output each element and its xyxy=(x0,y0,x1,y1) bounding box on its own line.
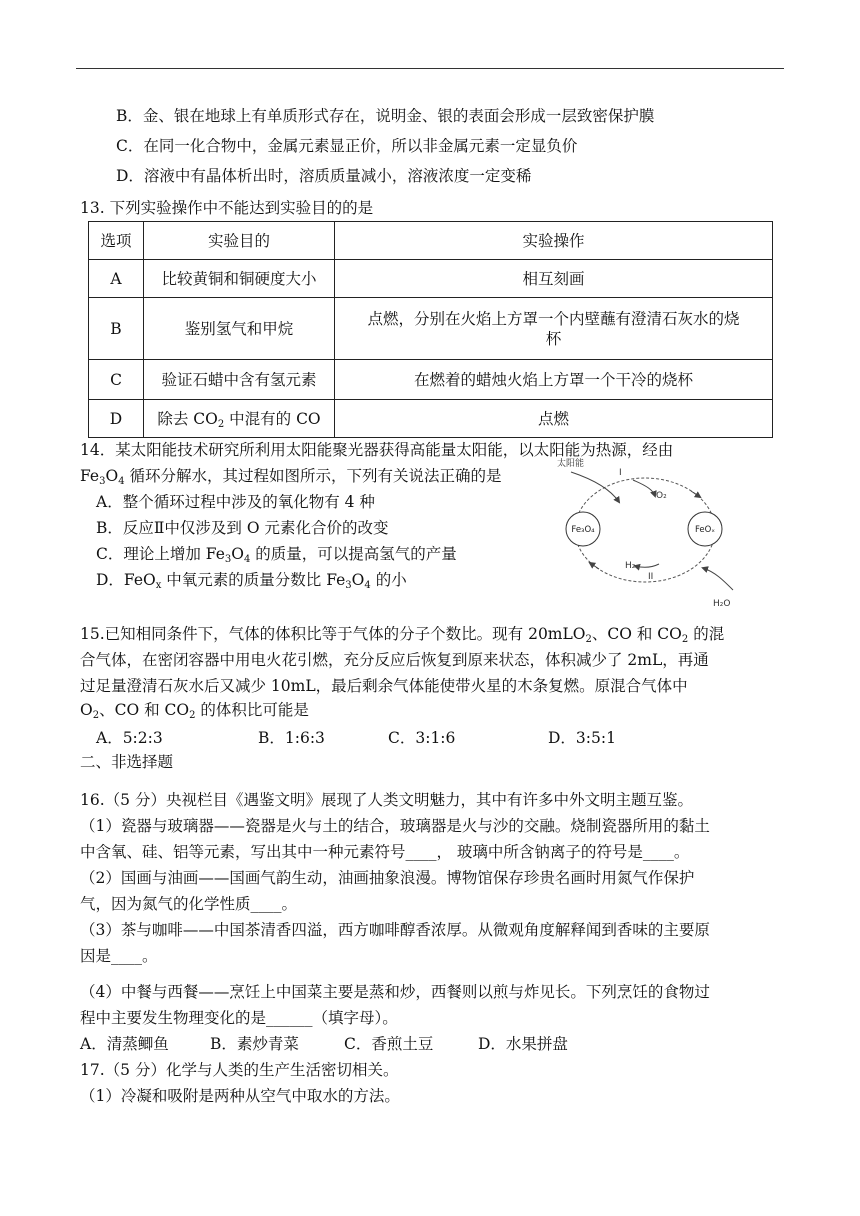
subscript: 2 xyxy=(189,710,196,721)
subscript: 4 xyxy=(364,580,371,591)
fe3o4-label: Fe₃O₄ xyxy=(571,525,595,535)
table-row xyxy=(89,260,773,298)
text-run: 中混有的 CO xyxy=(224,409,321,428)
q14-option-b: B．反应Ⅱ中仅涉及到 O 元素化合价的改变 xyxy=(96,519,389,537)
h2-arrow xyxy=(635,564,659,567)
text-run: 、CO 和 CO xyxy=(591,625,682,643)
text-run: 的质量，可以提高氢气的产量 xyxy=(250,545,457,563)
q15-line4 xyxy=(80,700,309,720)
q16-part2-line1: （2）国画与油画——国画气韵生动，油画抽象浪漫。博物馆保存珍贵名画时用氮气作保护 xyxy=(80,869,695,887)
q15-line1 xyxy=(80,624,724,644)
cell-option: D xyxy=(89,400,144,438)
cell-operation: 点燃 xyxy=(335,400,773,438)
subscript: 3 xyxy=(99,476,106,487)
subscript: 4 xyxy=(243,554,251,565)
q16-option-a: A．清蒸鲫鱼 xyxy=(80,1035,169,1053)
h2-label: H₂ xyxy=(625,561,636,571)
subscript: x xyxy=(155,580,162,591)
cell-operation xyxy=(335,298,773,360)
q16-part3-line2: 因是____。 xyxy=(80,947,158,965)
q16-stem: 16.（5 分）央视栏目《遇鉴文明》展现了人类文明魅力，其中有许多中外文明主题互鉴。 xyxy=(80,791,693,809)
cell-option: A xyxy=(89,260,144,298)
fe3o4-cycle-diagram xyxy=(555,456,755,616)
q15-option-a: A．5:2:3 xyxy=(96,729,163,747)
header-purpose: 实验目的 xyxy=(144,222,335,260)
sun-arrow xyxy=(571,472,619,502)
subscript: 2 xyxy=(217,418,225,430)
table-row xyxy=(89,360,773,400)
subscript: 4 xyxy=(118,476,125,487)
q14-option-c xyxy=(96,544,457,564)
text-run: 、CO 和 CO xyxy=(99,701,190,719)
q15-line2: 合气体，在密闭容器中用电火花引燃，充分反应后恢复到原来状态，体积减少了 2mL，再通 xyxy=(80,651,709,669)
h2o-label: H₂O xyxy=(713,599,731,609)
subscript: 3 xyxy=(224,554,232,565)
q15-option-c: C．3:1:6 xyxy=(388,729,456,747)
header-operation: 实验操作 xyxy=(335,222,773,260)
text-run: O xyxy=(231,545,244,563)
q16-option-b: B．素炒青菜 xyxy=(210,1035,299,1053)
text-run: 15.已知相同条件下，气体的体积比等于气体的分子个数比。现有 20mLO xyxy=(80,625,586,643)
q14-stem-line2 xyxy=(80,466,502,486)
subscript: 2 xyxy=(92,710,100,721)
text-run: 中氧元素的质量分数比 Fe xyxy=(161,571,346,589)
text-run: 的小 xyxy=(370,571,407,589)
cell-purpose: 验证石蜡中含有氢元素 xyxy=(144,360,335,400)
h2o-arrow xyxy=(703,568,733,590)
step2-label: II xyxy=(648,572,654,582)
q12-option-b: B．金、银在地球上有单质形式存在，说明金、银的表面会形成一层致密保护膜 xyxy=(116,107,655,125)
subscript: 2 xyxy=(681,634,689,645)
table-row xyxy=(89,400,773,438)
cell-purpose xyxy=(144,400,335,438)
subscript: 2 xyxy=(585,634,592,645)
text-run: 除去 CO xyxy=(157,409,218,428)
cycle-arrow xyxy=(691,491,700,497)
q16-part1-line2: 中含氧、硅、铝等元素，写出其中一种元素符号____， 玻璃中所含钠离子的符号是____。 xyxy=(80,843,690,861)
text-run: O xyxy=(105,467,119,485)
q16-part2-line2: 气，因为氮气的化学性质____。 xyxy=(80,895,298,913)
subscript: 3 xyxy=(345,580,352,591)
text-run: 循环分解水，其过程如图所示，下列有关说法正确的是 xyxy=(124,467,502,485)
o2-label: O₂ xyxy=(656,491,667,501)
cycle-arrow xyxy=(590,563,599,569)
q14-option-d xyxy=(96,570,407,590)
cell-purpose: 比较黄铜和铜硬度大小 xyxy=(144,260,335,298)
q16-option-c: C．香煎土豆 xyxy=(344,1035,434,1053)
sun-label: 太阳能 xyxy=(557,459,585,469)
q14-stem-line1: 14．某太阳能技术研究所利用太阳能聚光器获得高能量太阳能，以太阳能为热源，经由 xyxy=(80,441,674,459)
q13-table xyxy=(88,221,773,438)
text-run: C．理论上增加 Fe xyxy=(96,545,225,563)
q16-option-d: D．水果拼盘 xyxy=(478,1035,568,1053)
step1-label: I xyxy=(619,468,622,478)
q16-part4-line1: （4）中餐与西餐——烹饪上中国菜主要是蒸和炒，西餐则以煎与炸见长。下列烹饪的食物过 xyxy=(80,983,710,1001)
cell-purpose: 鉴别氢气和甲烷 xyxy=(144,298,335,360)
text-run: Fe xyxy=(80,467,100,485)
text-run: O xyxy=(80,701,93,719)
q16-part4-line2: 程中主要发生物理变化的是______（填字母）。 xyxy=(80,1009,398,1027)
text-run: 的体积比可能是 xyxy=(195,701,309,719)
q16-part1-line1: （1）瓷器与玻璃器——瓷器是火与土的结合，玻璃器是火与沙的交融。烧制瓷器所用的黏土 xyxy=(80,817,710,835)
cell-operation: 在燃着的蜡烛火焰上方罩一个干冷的烧杯 xyxy=(335,360,773,400)
q15-option-d: D．3:5:1 xyxy=(548,729,616,747)
q14-option-a: A．整个循环过程中涉及的氧化物有 4 种 xyxy=(96,493,375,511)
table-header-row xyxy=(89,222,773,260)
cell-option: C xyxy=(89,360,144,400)
operation-line: 点燃，分别在火焰上方罩一个内壁蘸有澄清石灰水的烧 xyxy=(367,309,740,328)
operation-line: 杯 xyxy=(545,329,562,348)
q15-line3: 过足量澄清石灰水后又减少 10mL，最后剩余气体能使带火星的木条复燃。原混合气体中 xyxy=(80,677,688,695)
section-heading: 二、非选择题 xyxy=(80,753,174,771)
text-run: 的混 xyxy=(688,625,725,643)
header-option: 选项 xyxy=(89,222,144,260)
q12-option-d: D．溶液中有晶体析出时，溶质质量减小，溶液浓度一定变稀 xyxy=(116,167,532,185)
cell-option: B xyxy=(89,298,144,360)
q16-part3-line1: （3）茶与咖啡——中国茶清香四溢，西方咖啡醇香浓厚。从微观角度解释闻到香味的主要原 xyxy=(80,921,710,939)
q13-stem: 13. 下列实验操作中不能达到实验目的的是 xyxy=(80,199,374,217)
text-run: D．FeO xyxy=(96,571,156,589)
q17-stem: 17.（5 分）化学与人类的生产生活密切相关。 xyxy=(80,1061,399,1079)
q15-option-b: B．1:6:3 xyxy=(258,729,325,747)
table-row xyxy=(89,298,773,360)
o2-arrow xyxy=(633,480,655,496)
text-run: O xyxy=(351,571,365,589)
feox-label: FeOₓ xyxy=(694,525,716,535)
q12-option-c: C．在同一化合物中，金属元素显正价，所以非金属元素一定显负价 xyxy=(116,137,578,155)
cell-operation: 相互刻画 xyxy=(335,260,773,298)
q17-part1: （1）冷凝和吸附是两种从空气中取水的方法。 xyxy=(80,1087,400,1105)
header-rule xyxy=(76,68,784,69)
